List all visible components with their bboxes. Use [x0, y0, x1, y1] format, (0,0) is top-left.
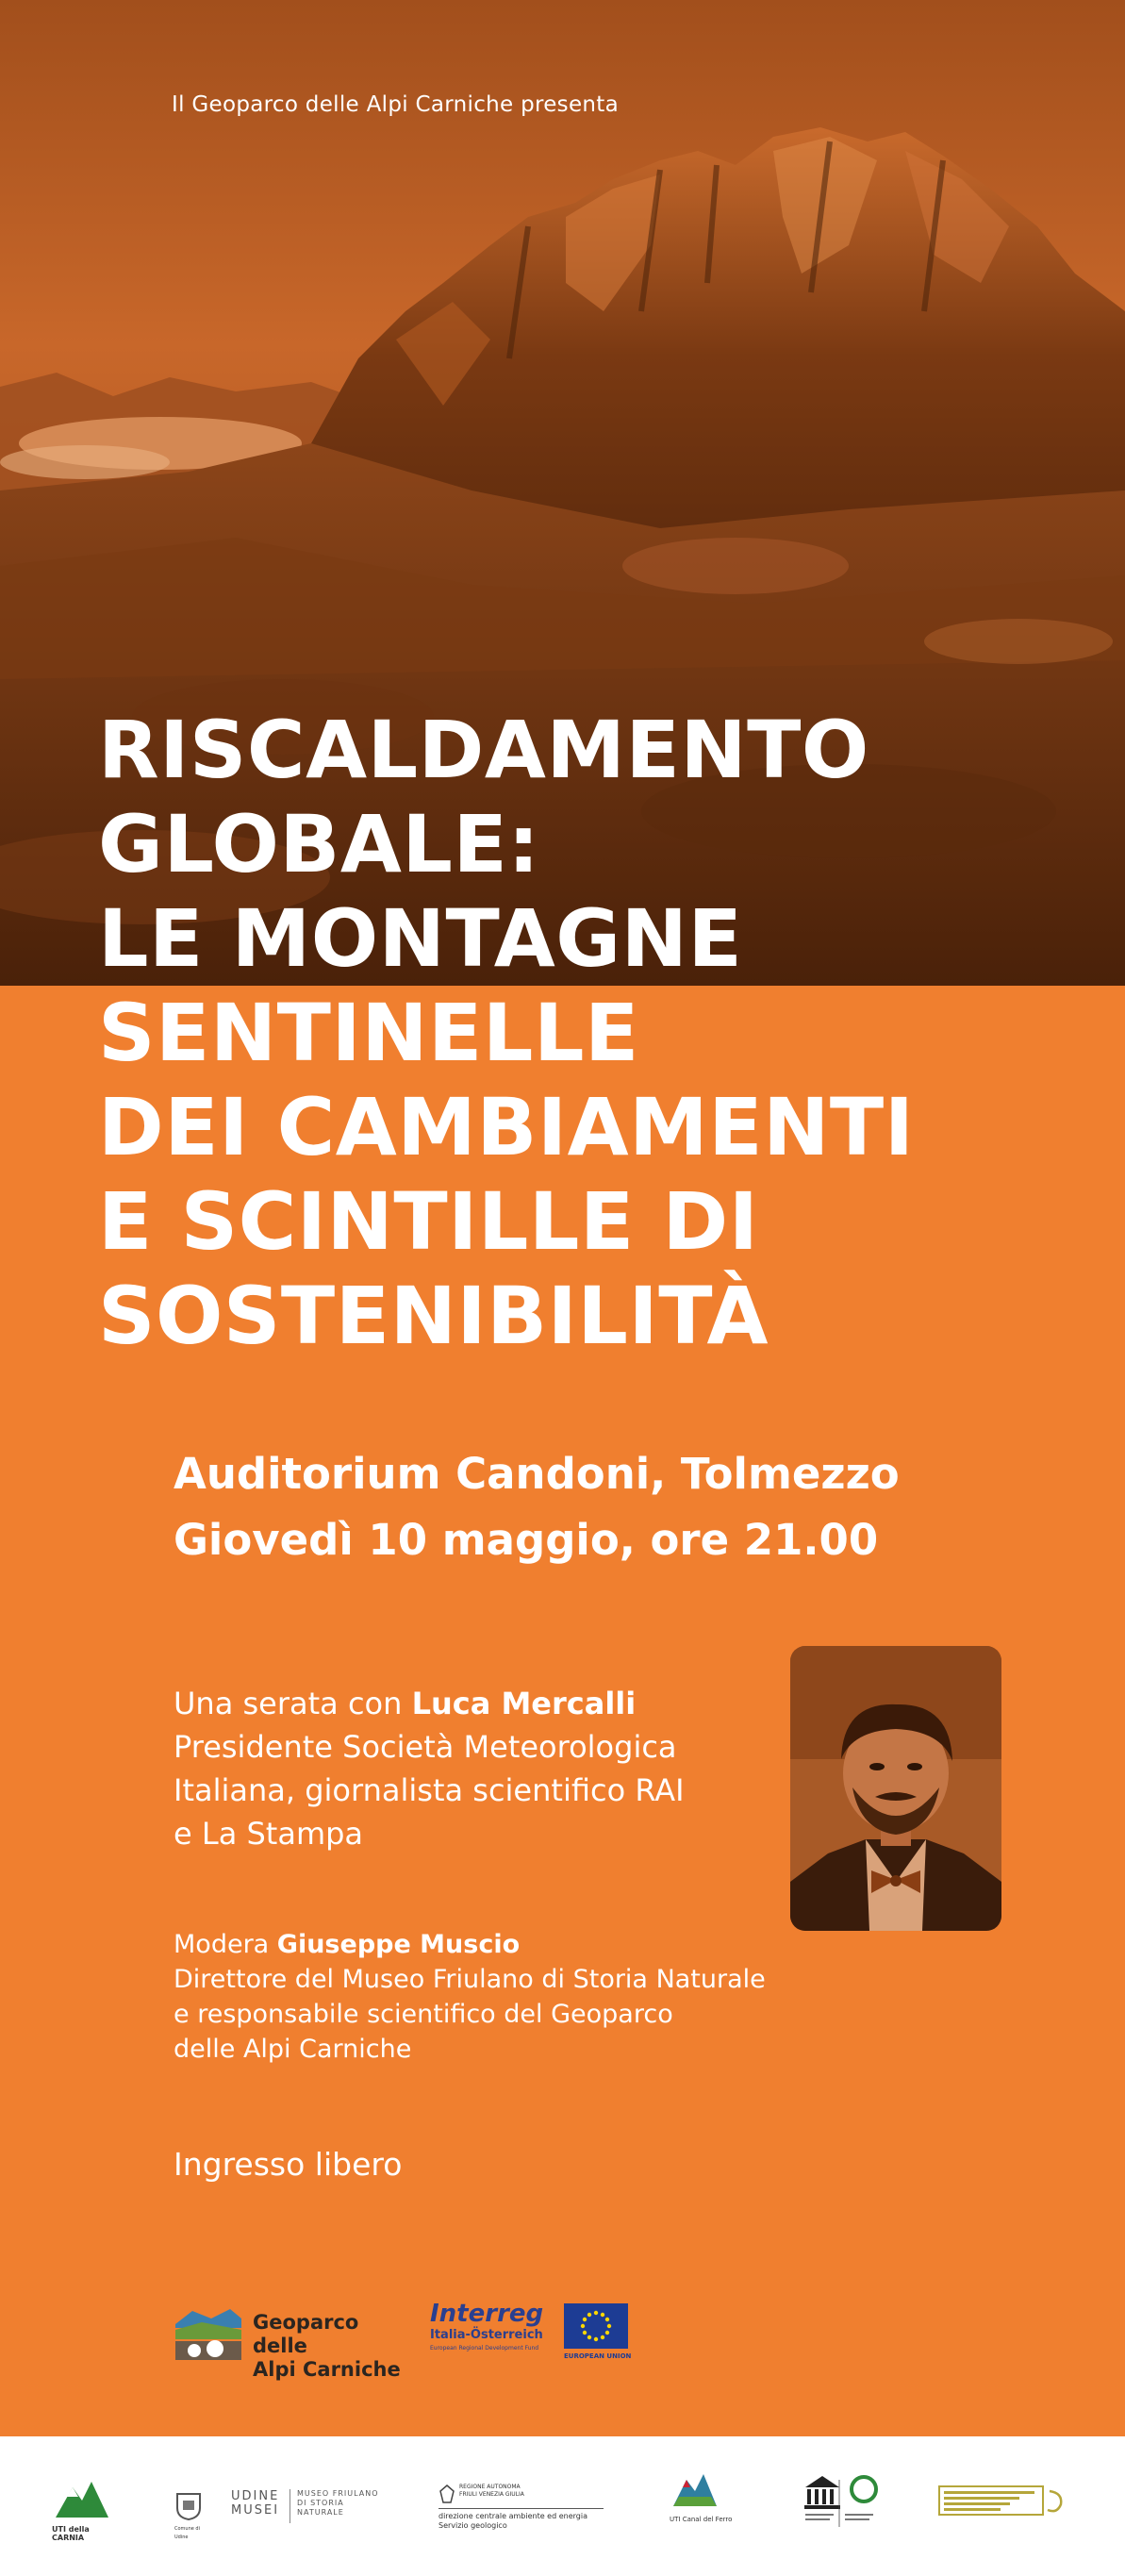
moderator-intro: Modera: [174, 1930, 277, 1959]
title-line: DEI CAMBIAMENTI: [98, 1081, 915, 1173]
presenter-line: Il Geoparco delle Alpi Carniche presenta: [172, 92, 619, 117]
event-venue: Auditorium Candoni, Tolmezzo: [174, 1449, 900, 1499]
udine-musei-label: UDINE MUSEI: [231, 2489, 280, 2518]
moderator-role-line: Direttore del Museo Friulano di Storia Naturale: [174, 1965, 766, 1994]
moderator-name: Giuseppe Muscio: [276, 1930, 521, 1959]
regione-line: FRIULI VENEZIA GIULIA: [459, 2491, 524, 2498]
admission-note: Ingresso libero: [174, 2146, 403, 2183]
regione-dept: [438, 2512, 587, 2531]
geoparco-line: Geoparco delle: [253, 2311, 359, 2357]
interreg-subtitle: Italia-Österreich: [430, 2328, 543, 2342]
geoparco-line: Alpi Carniche: [253, 2358, 401, 2381]
speaker-role-line: Presidente Società Meteorologica: [174, 1729, 677, 1765]
title-line: SOSTENIBILITÀ: [98, 1270, 769, 1362]
sponsor-logos: [174, 2300, 664, 2381]
speaker-intro-line: [174, 1682, 758, 1725]
geotrail-badge-icon: [938, 2485, 1066, 2516]
regione-line: direzione centrale ambiente ed energia: [438, 2512, 587, 2520]
udine-musei-logo: [231, 2489, 391, 2536]
regione-eagle-icon: [438, 2484, 455, 2504]
eu-label: EUROPEAN UNION: [564, 2352, 632, 2360]
geotrail-logo: [938, 2485, 1066, 2519]
regione-line: REGIONE AUTONOMA: [459, 2484, 521, 2490]
uti-carnia-logo: [52, 2474, 118, 2542]
regione-label: [459, 2484, 524, 2499]
eu-flag-icon: [564, 2303, 628, 2349]
speaker-name: Luca Mercalli: [411, 1686, 637, 1721]
uti-carnia-icon: [52, 2474, 112, 2521]
moderator-block: [174, 1927, 834, 2067]
speaker-block: [174, 1682, 758, 1855]
logo-divider: [438, 2508, 604, 2509]
footer-logos: [0, 2436, 1125, 2576]
title-line: E SCINTILLE DI: [98, 1175, 759, 1268]
uti-canal-label: UTI Canal del Ferro: [670, 2516, 733, 2523]
moderator-intro-line: [174, 1927, 834, 1962]
geoparco-mountain-icon: [174, 2305, 243, 2362]
speaker-role-line: Italiana, giornalista scientifico RAI: [174, 1772, 685, 1808]
speaker-intro: Una serata con: [174, 1686, 412, 1721]
speaker-role-line: e La Stampa: [174, 1816, 364, 1852]
title-line: LE MONTAGNE: [98, 892, 743, 985]
comune-udine-logo: [174, 2491, 212, 2542]
uti-carnia-label: UTI della CARNIA: [52, 2525, 90, 2542]
regione-line: Servizio geologico: [438, 2521, 507, 2530]
interreg-title: Interreg: [430, 2300, 544, 2328]
udine-crest-icon: [174, 2491, 203, 2521]
uti-canal-logo: [670, 2468, 745, 2524]
moderator-role-line: delle Alpi Carniche: [174, 2035, 412, 2064]
moderator-role-line: e responsabile scientifico del Geoparco: [174, 2000, 673, 2029]
uti-canal-icon: [670, 2468, 720, 2512]
event-details: [174, 1441, 900, 1573]
event-datetime: Giovedì 10 maggio, ore 21.00: [174, 1515, 879, 1565]
title-line: GLOBALE:: [98, 798, 540, 890]
unesco-logo: [802, 2470, 886, 2534]
event-title: [98, 703, 914, 1363]
geoparco-name: [253, 2311, 409, 2382]
comune-udine-label: Comune di Udine: [174, 2526, 200, 2540]
title-line: SENTINELLE: [98, 987, 639, 1079]
speaker-portrait: [790, 1646, 1001, 1931]
interreg-fund: European Regional Development Fund: [430, 2345, 539, 2352]
interreg-logo: [430, 2302, 647, 2366]
museo-friulano-label: MUSEO FRIULANO DI STORIA NATURALE: [297, 2489, 379, 2517]
geoparco-logo: [174, 2305, 409, 2381]
title-line: RISCALDAMENTO: [98, 704, 869, 796]
unesco-temple-icon: [802, 2470, 886, 2531]
